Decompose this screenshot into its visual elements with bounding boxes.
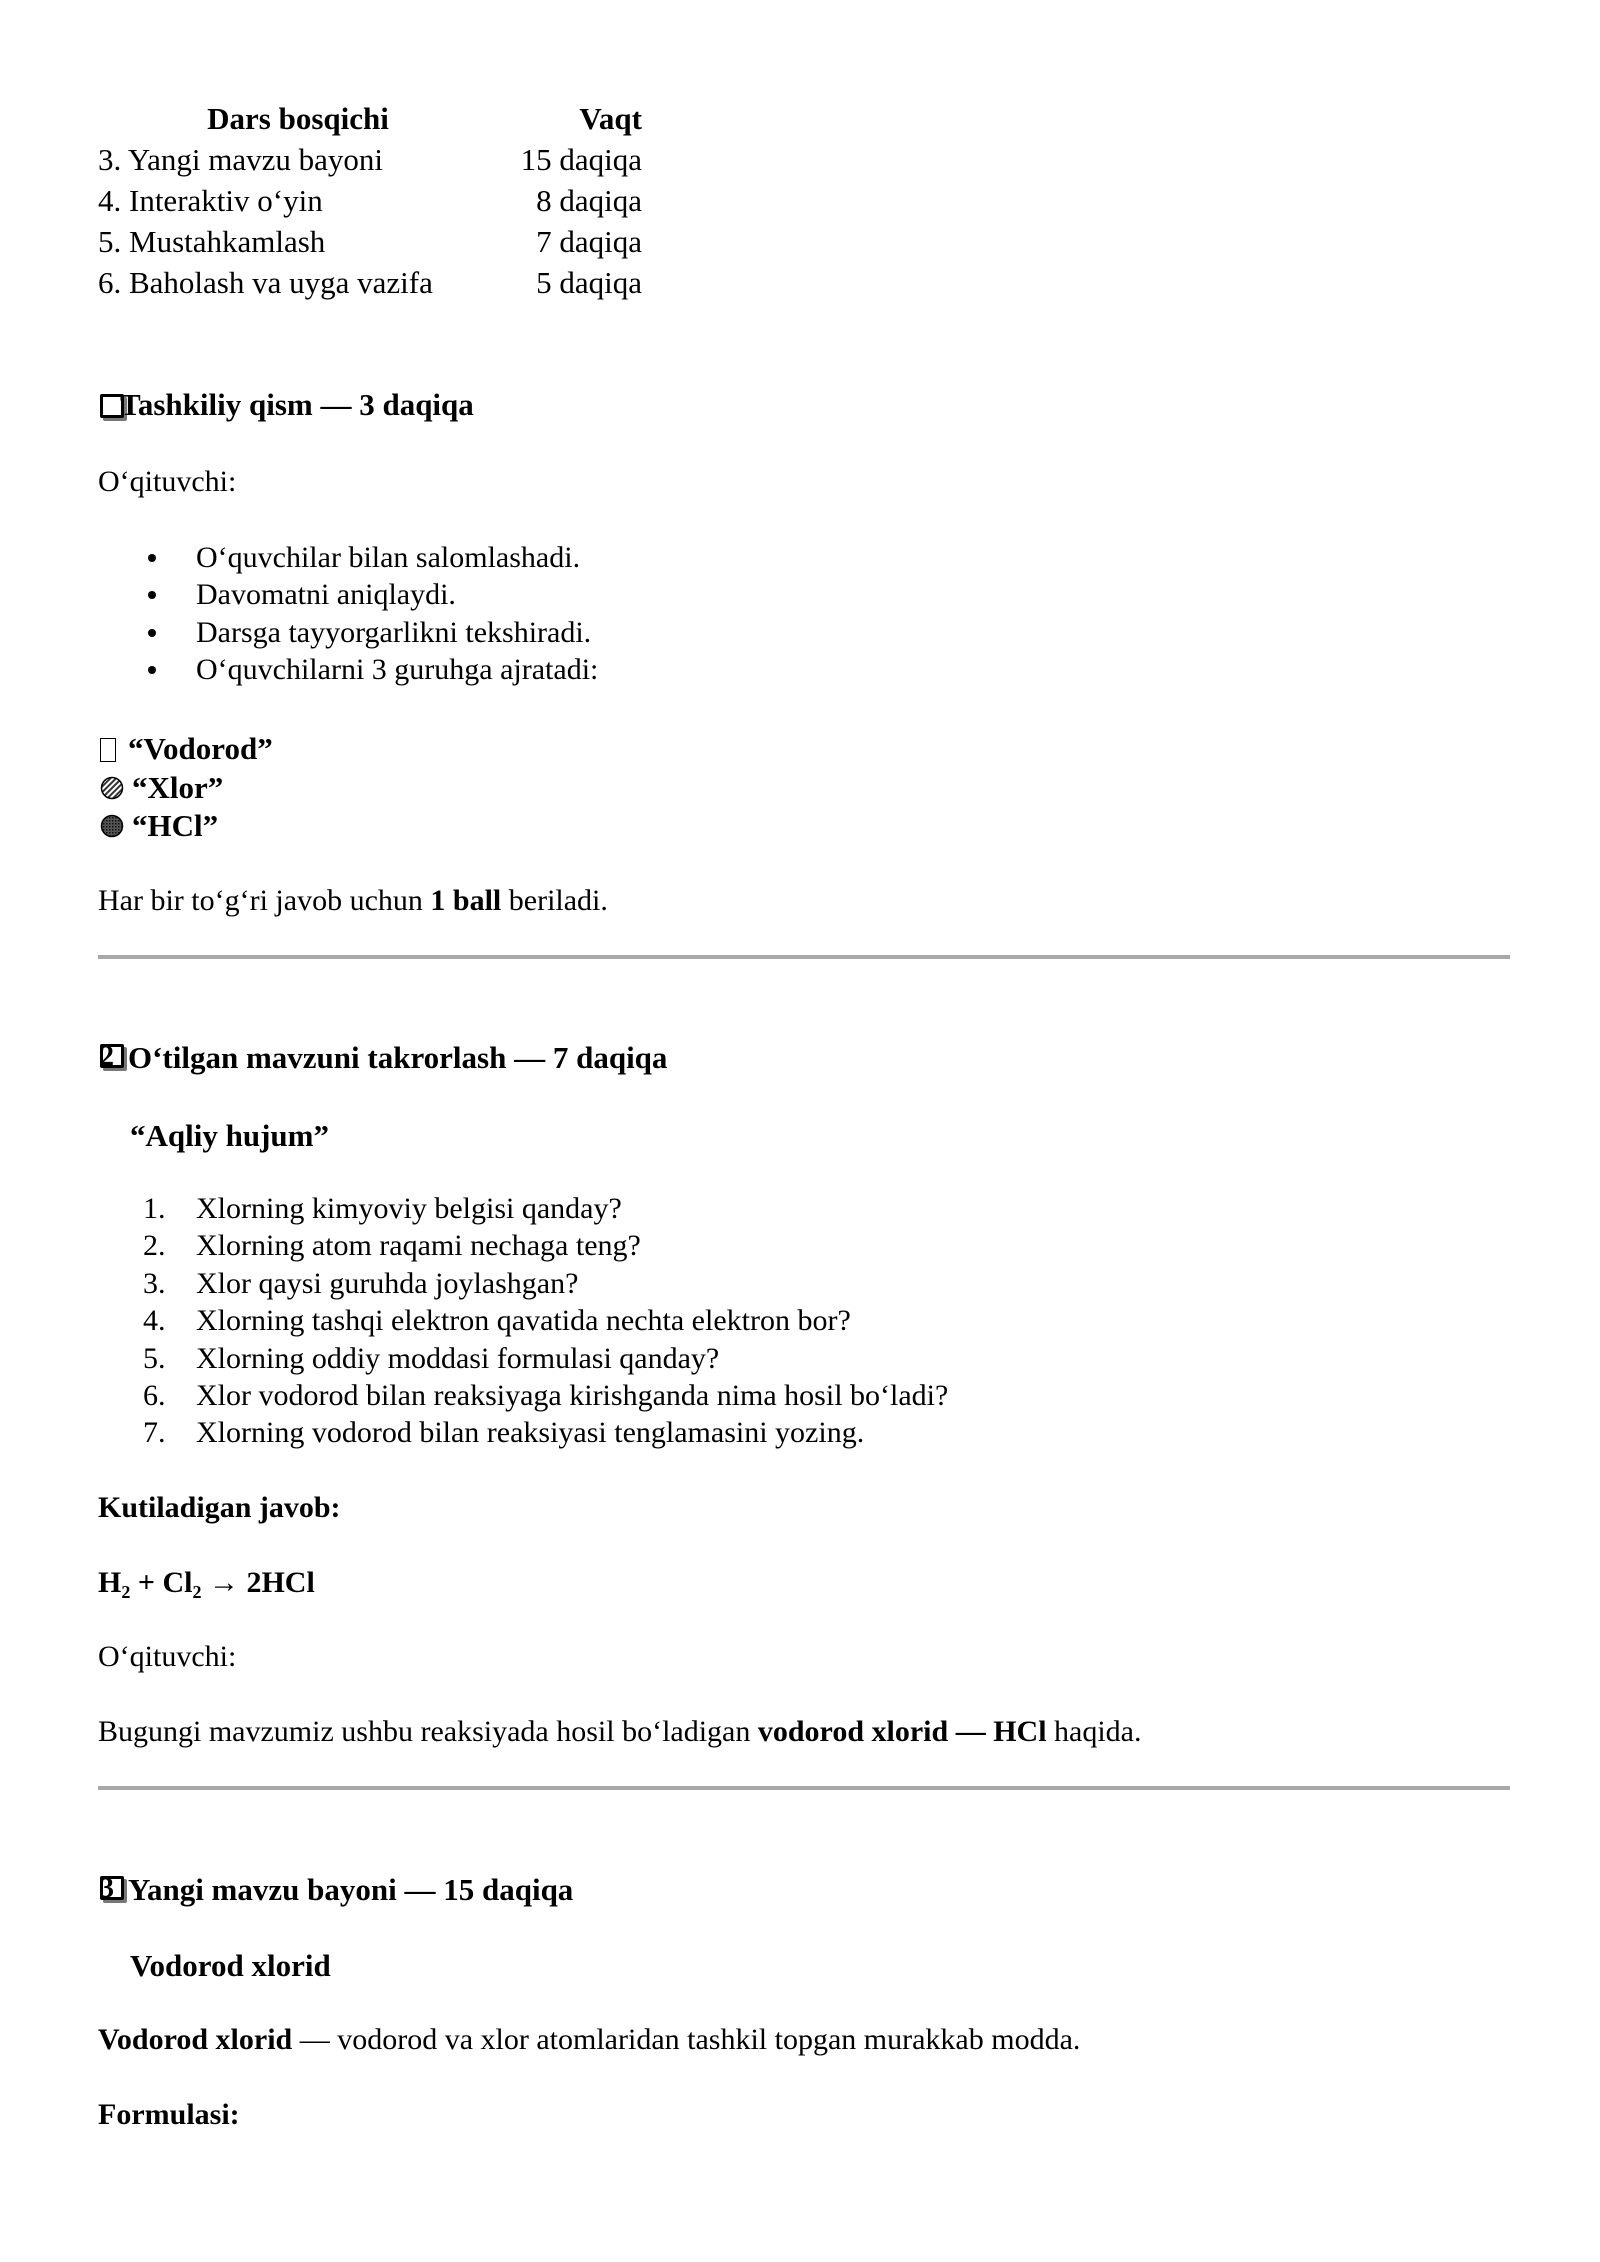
group-xlor	[100, 769, 273, 808]
table-row	[98, 139, 642, 180]
list-item-text: Davomatni aniqlaydi.	[196, 578, 456, 612]
lesson-stages-table	[98, 98, 642, 303]
group-vodorod	[100, 730, 273, 769]
list-item	[98, 1340, 948, 1377]
time-cell: 5 daqiqa	[536, 265, 642, 300]
crosshatched-circle-icon	[100, 814, 124, 838]
list-item	[98, 1414, 948, 1451]
table-row	[98, 262, 642, 303]
question-number: 6.	[143, 1379, 166, 1413]
question-text: Xlorning atom raqami nechaga teng?	[196, 1229, 641, 1263]
section-2-title: O‘tilgan mavzuni takrorlash — 7 daqiqa	[128, 1040, 668, 1075]
group-label: “Vodorod”	[128, 731, 273, 766]
section-divider	[98, 955, 1510, 959]
question-text: Xlor vodorod bilan reaksiyaga kirishganda nima hosil bo‘ladi?	[196, 1379, 949, 1413]
list-item	[98, 1227, 948, 1264]
scoring-text: Har bir to‘g‘ri javob uchun	[98, 884, 431, 917]
question-number: 7.	[143, 1416, 166, 1450]
bullet-icon	[148, 591, 156, 599]
question-number: 5.	[143, 1341, 166, 1375]
time-cell: 8 daqiqa	[536, 183, 642, 218]
section-3-title: Yangi mavzu bayoni — 15 daqiqa	[128, 1872, 574, 1907]
list-item	[98, 1302, 948, 1339]
expected-answer-label: Kutiladigan javob:	[98, 1491, 341, 1524]
list-item	[98, 651, 598, 688]
teacher-label-2: O‘qituvchi:	[98, 1640, 237, 1673]
groups-list	[100, 730, 273, 846]
question-text: Xlorning tashqi elektron qavatida nechta elektron bor?	[196, 1304, 851, 1338]
topic-intro-text: Bugungi mavzumiz ushbu reaksiyada hosil bo‘ladigan vodorod xlorid — HCl haqida.	[98, 1715, 1142, 1748]
question-number: 1.	[143, 1192, 166, 1225]
section-2-subtitle: “Aqliy hujum”	[130, 1118, 329, 1153]
list-item-text: O‘quvchilarni 3 guruhga ajratadi:	[196, 653, 599, 687]
teacher-label: O‘qituvchi:	[98, 465, 237, 498]
definition-text: Vodorod xlorid — vodorod va xlor atomlaridan tashkil topgan murakkab modda.	[98, 2023, 1081, 2056]
table-row	[98, 221, 642, 262]
group-label: “Xlor”	[132, 769, 224, 805]
time-cell: 15 daqiqa	[520, 142, 642, 177]
bullet-icon	[148, 666, 156, 674]
stage-cell: 5. Mustahkamlash	[98, 224, 326, 259]
group-label: “HCl”	[132, 808, 219, 843]
scoring-text-end: beriladi.	[501, 884, 608, 917]
list-item	[98, 539, 598, 576]
stage-cell: 4. Interaktiv o‘yin	[98, 183, 323, 218]
stage-cell: 6. Baholash va uyga vazifa	[98, 265, 433, 300]
table-header-row	[98, 98, 642, 139]
question-text: Xlor qaysi guruhda joylashgan?	[196, 1266, 579, 1300]
question-text: Xlorning kimyoviy belgisi qanday?	[196, 1192, 622, 1225]
stage-cell: 3. Yangi mavzu bayoni	[98, 142, 384, 177]
reaction-equation: $H_2 + Cl_2 \to 2HCl$	[98, 1566, 315, 1602]
question-number: 3.	[143, 1266, 166, 1300]
number-3-icon: 3	[100, 1876, 128, 1904]
section-1-title: Tashkiliy qism — 3 daqiqa	[120, 387, 474, 422]
question-number: 4.	[143, 1304, 166, 1338]
section-divider	[98, 1786, 1510, 1790]
question-number: 2.	[143, 1229, 166, 1263]
table-row	[98, 180, 642, 221]
scoring-points: 1 ball	[430, 884, 502, 917]
teacher-actions-list	[98, 539, 598, 689]
list-item	[98, 614, 598, 651]
section-3-heading	[100, 1870, 573, 1910]
number-2-icon: 2	[100, 1044, 128, 1072]
list-item	[98, 1377, 948, 1414]
list-item-text: O‘quvchilar bilan salomlashadi.	[196, 541, 581, 574]
formula-label: Formulasi:	[98, 2098, 240, 2131]
list-item-text: Darsga tayyorgarlikni tekshiradi.	[196, 615, 592, 649]
hatched-circle-icon	[100, 776, 124, 800]
question-text: Xlorning vodorod bilan reaksiyasi tenglamasini yozing.	[196, 1416, 865, 1450]
column-header-stage: Dars bosqichi	[207, 101, 389, 136]
list-item	[98, 576, 598, 613]
column-header-time: Vaqt	[579, 101, 642, 136]
list-item	[98, 1190, 948, 1227]
section-3-subtitle: Vodorod xlorid	[130, 1948, 331, 1983]
empty-box-icon	[100, 738, 116, 762]
scoring-note	[98, 882, 608, 920]
group-hcl	[100, 807, 273, 846]
list-item	[98, 1265, 948, 1302]
section-2-heading	[100, 1038, 667, 1078]
bullet-icon	[148, 554, 156, 562]
bullet-icon	[148, 629, 156, 637]
time-cell: 7 daqiqa	[536, 224, 642, 259]
question-text: Xlorning oddiy moddasi formulasi qanday?	[196, 1341, 720, 1375]
section-1-heading	[100, 385, 474, 425]
questions-list	[98, 1190, 948, 1452]
